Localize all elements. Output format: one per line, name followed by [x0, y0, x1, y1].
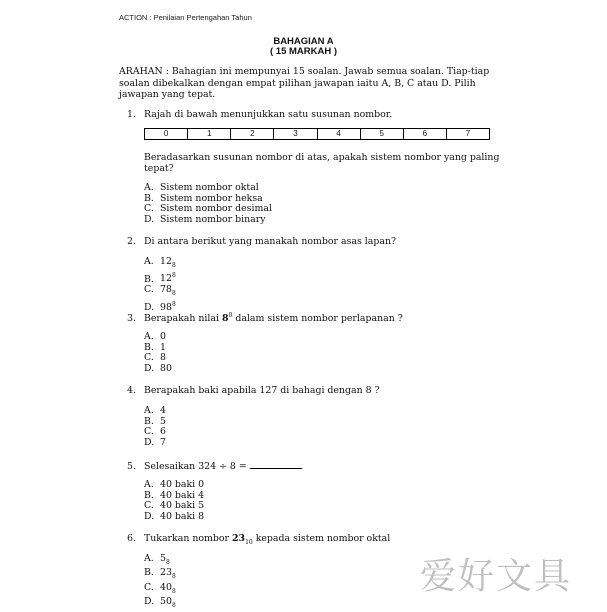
answer-blank — [250, 460, 302, 469]
option-base: 8 — [171, 573, 176, 581]
question-text-before: Tukarkan nombor — [144, 533, 230, 544]
option-text: 4 — [160, 405, 166, 416]
option-text: Sistem nombor oktal — [160, 182, 259, 193]
number-line-cell: 7 — [465, 129, 471, 138]
option-letter: A. — [144, 182, 154, 193]
option-letter: B. — [144, 415, 154, 427]
section-marks: ( 15 MARKAH ) — [269, 46, 338, 57]
option-letter: C. — [144, 203, 154, 215]
option-base: 8 — [165, 558, 170, 566]
option-c — [144, 285, 176, 299]
option-text: 80 — [160, 362, 172, 374]
question-text: Selesaikan 324 ÷ 8 = — [144, 461, 247, 472]
question-number: 4. — [127, 385, 136, 396]
number-line-cell: 6 — [404, 129, 447, 139]
option-base: 8 — [171, 602, 176, 610]
question-number: 5. — [127, 461, 136, 472]
option-letter: C. — [144, 581, 154, 593]
option-c — [144, 583, 176, 597]
option-d — [144, 364, 172, 375]
option-d — [144, 512, 204, 523]
option-value: 98 — [160, 301, 172, 313]
option-value: 12 — [160, 273, 172, 285]
option-letter: D. — [144, 436, 155, 448]
question-2 — [127, 236, 396, 247]
option-value: 50 — [160, 596, 172, 608]
option-letter: A. — [144, 405, 154, 416]
option-text: Sistem nombor heksa — [160, 192, 263, 204]
option-text: 1 — [160, 341, 166, 353]
question-exponent: 0 — [228, 312, 233, 319]
question-number: 6. — [127, 533, 136, 544]
options-5 — [144, 480, 204, 522]
question-number: 1. — [127, 109, 136, 120]
option-text: 40 baki 8 — [160, 510, 205, 522]
number-line-cell: 0 — [145, 129, 188, 139]
question-3 — [127, 310, 403, 324]
question-value: 23 — [232, 533, 246, 544]
question-followup: Beradasarkan susunan nombor di atas, apakah sistem nombor yang paling tepat? — [144, 152, 500, 174]
option-letter: D. — [144, 362, 155, 374]
option-a — [144, 554, 176, 568]
option-letter: A. — [144, 479, 154, 490]
number-line — [144, 128, 490, 140]
option-letter: D. — [144, 510, 155, 522]
number-line-cell: 3 — [274, 129, 317, 139]
option-letter: D. — [144, 213, 155, 225]
option-base: 8 — [171, 290, 176, 298]
option-text: 7 — [160, 436, 166, 448]
option-letter: A. — [144, 256, 154, 267]
options-2 — [144, 257, 176, 313]
option-text: 0 — [160, 331, 166, 342]
option-text: 5 — [160, 415, 166, 427]
number-line-cell: 1 — [188, 129, 231, 139]
option-value: 78 — [160, 284, 172, 296]
option-base: 8 — [171, 587, 176, 595]
option-letter: C. — [144, 426, 154, 438]
question-text-after: kepada sistem nombor oktal — [255, 533, 391, 544]
number-line-cell: 4 — [318, 129, 361, 139]
question-text: Di antara berikut yang manakah nombor asas lapan? — [144, 236, 397, 247]
header-note: ACTION : Penilaian Pertengahan Tahun — [119, 13, 252, 22]
option-text: Sistem nombor binary — [160, 213, 266, 225]
option-b — [144, 568, 176, 582]
question-number: 2. — [127, 236, 136, 247]
option-a — [144, 332, 172, 343]
option-letter: C. — [144, 284, 154, 296]
question-text: Rajah di bawah menunjukkan satu susunan nombor. — [144, 109, 393, 120]
question-4 — [127, 385, 380, 396]
question-text-after: dalam sistem nombor perlapanan ? — [235, 313, 403, 325]
option-text: 40 baki 0 — [160, 479, 205, 490]
option-letter: B. — [144, 341, 154, 353]
option-value: 5 — [160, 553, 166, 564]
option-letter: B. — [144, 489, 154, 501]
option-exponent: 8 — [171, 272, 176, 280]
option-letter: A. — [144, 331, 154, 342]
options-4 — [144, 406, 166, 448]
option-letter: B. — [144, 273, 154, 285]
option-text: Sistem nombor desimal — [160, 203, 272, 215]
option-text: 8 — [160, 352, 166, 364]
question-5 — [127, 460, 302, 472]
option-letter: C. — [144, 352, 154, 364]
option-value: 40 — [160, 581, 172, 593]
options-3 — [144, 332, 172, 374]
question-6 — [127, 533, 390, 548]
option-text: 40 baki 4 — [160, 489, 205, 501]
section-title: BAHAGIAN A — [273, 36, 334, 47]
option-text: 6 — [160, 426, 166, 438]
option-letter: D. — [144, 596, 155, 608]
options-1 — [144, 183, 272, 225]
option-letter: D. — [144, 301, 155, 313]
option-letter: A. — [144, 553, 154, 564]
option-b — [144, 271, 176, 285]
instruction-text: ARAHAN : Bahagian ini mempunyai 15 soalan. Jawab semua soalan. Tiap-tiap soalan dibekalkan dengan empat pilihan jawapan iaitu A, B, C atau D. Pilih jawapan yang tepat. — [119, 66, 490, 100]
option-d — [144, 438, 166, 449]
question-base: 10 — [245, 538, 253, 546]
option-letter: B. — [144, 567, 154, 579]
option-exponent: 8 — [171, 300, 176, 308]
number-line-cell: 2 — [231, 129, 274, 139]
question-number: 3. — [127, 313, 136, 325]
question-1 — [127, 109, 392, 120]
option-d — [144, 597, 176, 611]
number-line-cell: 5 — [361, 129, 404, 139]
option-letter: C. — [144, 500, 154, 512]
option-value: 12 — [160, 256, 172, 267]
option-text: 40 baki 5 — [160, 500, 205, 512]
option-d — [144, 215, 272, 226]
option-a — [144, 257, 176, 271]
question-value: 8 — [222, 313, 229, 325]
option-letter: B. — [144, 192, 154, 204]
watermark-text: 爱好文具 — [420, 556, 573, 597]
options-6 — [144, 554, 176, 612]
question-text: Berapakah baki apabila 127 di bahagi dengan 8 ? — [144, 385, 380, 396]
option-base: 8 — [171, 261, 176, 269]
option-value: 23 — [160, 567, 172, 579]
question-text-before: Berapakah nilai — [144, 313, 220, 325]
